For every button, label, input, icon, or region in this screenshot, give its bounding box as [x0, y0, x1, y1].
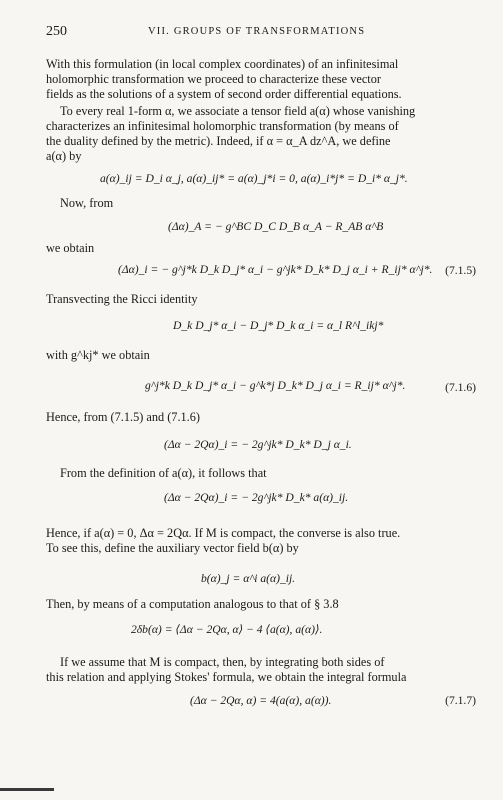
equation-laplacian: (Δα)_A = − g^BC D_C D_B α_A − R_AB α^B: [168, 220, 384, 233]
scan-edge-mark: [0, 788, 54, 791]
with-g-text: with g^kj* we obtain: [46, 348, 150, 362]
paragraph-1-line-2: holomorphic transformation we proceed to characterize these vector: [46, 72, 381, 86]
paragraph-1-line-3: fields as the solutions of a system of second order differential equations.: [46, 87, 402, 101]
paragraph-2-line-2: characterizes an infinitesimal holomorphic transformation (by means of: [46, 119, 399, 133]
paragraph-4-line-2: this relation and applying Stokes' formula, we obtain the integral formula: [46, 670, 407, 684]
equation-number-7-1-6: (7.1.6): [445, 381, 476, 394]
equation-delta-b: 2δb(α) = ⟨Δα − 2Qα, α⟩ − 4 ⟨a(α), a(α)⟩.: [131, 623, 323, 636]
then-text: Then, by means of a computation analogous to that of § 3.8: [46, 597, 339, 611]
equation-ricci-identity: D_k D_j* α_i − D_j* D_k α_i = α_l R^l_ikj*: [173, 319, 384, 332]
running-head: VII. GROUPS OF TRANSFORMATIONS: [148, 26, 366, 37]
equation-auxiliary-field: b(α)_j = α^i a(α)_ij.: [201, 572, 296, 585]
paragraph-3-line-1: Hence, if a(α) = 0, Δα = 2Qα. If M is compact, the converse is also true.: [46, 526, 401, 540]
hence-from-text: Hence, from (7.1.5) and (7.1.6): [46, 410, 200, 424]
page-number: 250: [46, 24, 67, 39]
paragraph-1-line-1: With this formulation (in local complex coordinates) of an infinitesimal: [46, 57, 399, 71]
paragraph-2-line-3: the duality defined by the metric). Indeed, if α = α_A dz^A, we define: [46, 134, 391, 148]
transvecting-text: Transvecting the Ricci identity: [46, 292, 198, 306]
equation-number-7-1-5: (7.1.5): [445, 264, 476, 277]
equation-number-7-1-7: (7.1.7): [445, 694, 476, 707]
paragraph-3-line-2: To see this, define the auxiliary vector field b(α) by: [46, 541, 299, 555]
equation-7-1-7: (Δα − 2Qα, α) = 4(a(α), a(α)).: [190, 694, 332, 707]
from-definition-text: From the definition of a(α), it follows that: [60, 466, 267, 480]
equation-definition: a(α)_ij = D_i α_j, a(α)_ij* = a(α)_j*i = 0, a(α)_i*j* = D_i* α_j*.: [100, 172, 408, 185]
paragraph-2-line-1: To every real 1-form α, we associate a tensor field a(α) whose vanishing: [60, 104, 416, 118]
equation-hence-2: (Δα − 2Qα)_i = − 2g^jk* D_k* a(α)_ij.: [164, 491, 349, 504]
equation-hence-1: (Δα − 2Qα)_i = − 2g^jk* D_k* D_j α_i.: [164, 438, 352, 451]
now-from-text: Now, from: [60, 196, 114, 210]
page-header: [46, 24, 474, 42]
paragraph-4-line-1: If we assume that M is compact, then, by integrating both sides of: [60, 655, 385, 669]
we-obtain-text: we obtain: [46, 241, 95, 255]
paragraph-2-line-4: a(α) by: [46, 149, 82, 163]
equation-7-1-6: g^j*k D_k D_j* α_i − g^k*j D_k* D_j α_i = R_ij* α^j*.: [145, 379, 406, 392]
equation-7-1-5: (Δα)_i = − g^j*k D_k D_j* α_i − g^jk* D_k* D_j α_i + R_ij* α^j*.: [118, 263, 433, 276]
